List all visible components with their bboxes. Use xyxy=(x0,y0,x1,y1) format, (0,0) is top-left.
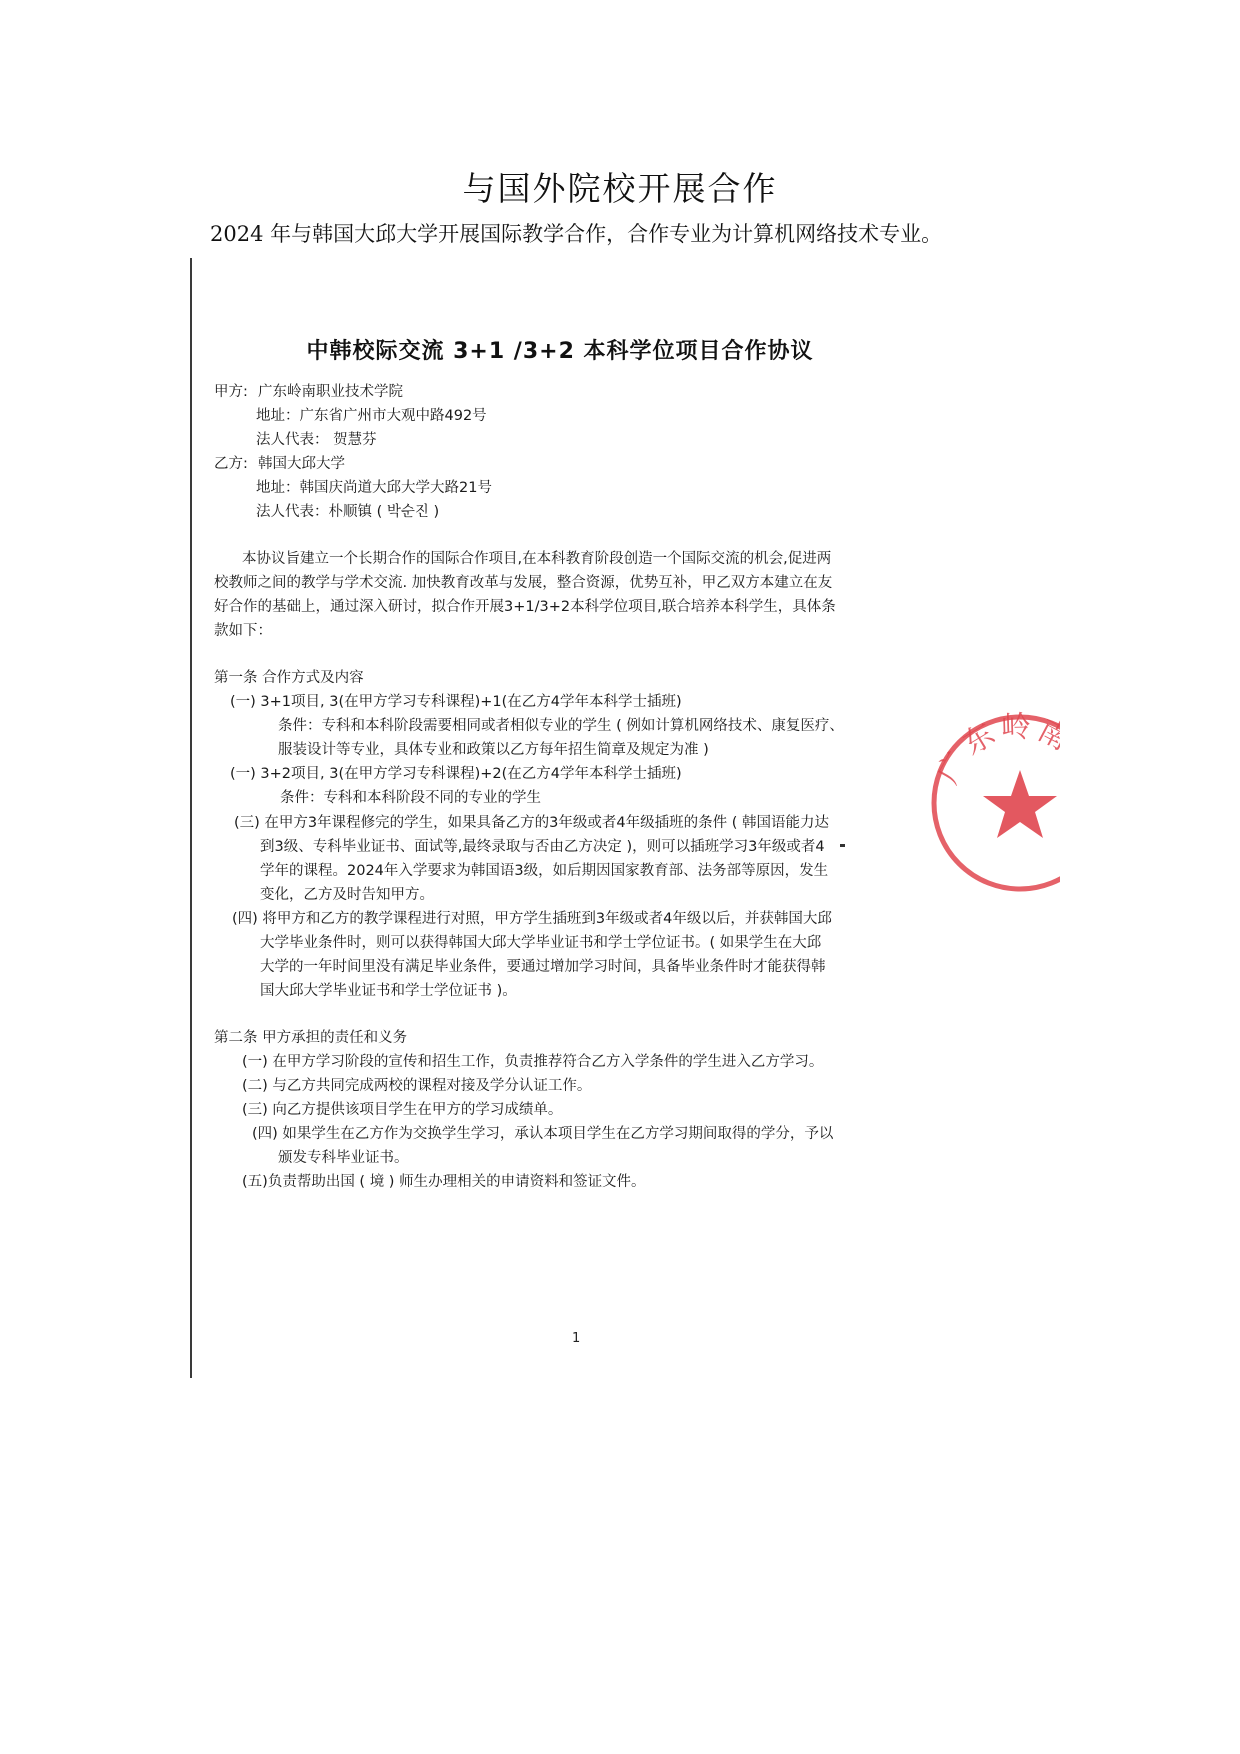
party-b-representative: 法人代表：朴顺镇 ( 박순진 ) xyxy=(256,504,440,520)
party-a-address: 地址：广东省广州市大观中路492号 xyxy=(256,408,487,424)
article-1-item: 变化，乙方及时告知甲方。 xyxy=(260,887,434,903)
official-seal-icon xyxy=(925,708,1114,898)
article-1-item: (一) 3+2项目, 3(在甲方学习专科课程)+2(在乙方4学年本科学士插班) xyxy=(230,766,682,782)
article-1-item: (一) 3+1项目, 3(在甲方学习专科课程)+1(在乙方4学年本科学士插班) xyxy=(230,694,682,710)
party-b-address: 地址：韩国庆尚道大邱大学大路21号 xyxy=(256,480,492,496)
party-a-name: 广东岭南职业技术学院 xyxy=(258,384,403,400)
article-1-item: 学年的课程。2024年入学要求为韩国语3级，如后期因国家教育部、法务部等原因，发生 xyxy=(260,863,829,879)
intro-text: 2024 年与韩国大邱大学开展国际教学合作，合作专业为计算机网络技术专业。 xyxy=(210,222,943,246)
preamble-line: 本协议旨建立一个长期合作的国际合作项目,在本科教育阶段创造一个国际交流的机会,促进两 xyxy=(242,551,832,567)
article-1-heading: 第一条 合作方式及内容 xyxy=(214,670,364,686)
seal-lettering: 广东岭南职业技 xyxy=(930,709,1114,860)
preamble-line: 款如下： xyxy=(214,623,272,639)
agreement-title: 中韩校际交流 3+1 /3+2 本科学位项目合作协议 xyxy=(306,339,814,364)
article-2-item: (五)负责帮助出国 ( 境 ) 师生办理相关的申请资料和签证文件。 xyxy=(242,1174,646,1190)
article-1-item: (四) 将甲方和乙方的教学课程进行对照，甲方学生插班到3年级或者4年级以后，并获韩国大邱 xyxy=(232,911,832,927)
article-1-item: 大学毕业条件时，则可以获得韩国大邱大学毕业证书和学士学位证书。( 如果学生在大邱 xyxy=(260,935,822,951)
party-a-label: 甲方: xyxy=(214,384,248,400)
article-2-item: (三) 向乙方提供该项目学生在甲方的学习成绩单。 xyxy=(242,1102,563,1118)
scanned-agreement xyxy=(190,258,1114,1378)
article-1-item: 条件：专科和本科阶段需要相同或者相似专业的学生 ( 例如计算机网络技术、康复医疗、 xyxy=(278,718,844,734)
article-1-item: 大学的一年时间里没有满足毕业条件，要通过增加学习时间，具备毕业条件时才能获得韩 xyxy=(260,959,826,975)
article-1-item: 国大邱大学毕业证书和学士学位证书 )。 xyxy=(260,983,517,999)
article-1-item: 条件：专科和本科阶段不同的专业的学生 xyxy=(280,790,541,806)
page-number: 1 xyxy=(572,1331,581,1346)
party-a-representative: 法人代表： 贺慧芬 xyxy=(256,432,377,448)
preamble-line: 校教师之间的教学与学术交流. 加快教育改革与发展，整合资源，优势互补，甲乙双方本建立在友 xyxy=(214,575,833,591)
article-1-item: (三) 在甲方3年课程修完的学生，如果具备乙方的3年级或者4年级插班的条件 ( 韩国语能力达 xyxy=(234,815,829,831)
article-2-item: (四) 如果学生在乙方作为交换学生学习，承认本项目学生在乙方学习期间取得的学分，予以 xyxy=(252,1126,834,1142)
article-2-item: (一) 在甲方学习阶段的宣传和招生工作，负责推荐符合乙方入学条件的学生进入乙方学习。 xyxy=(242,1054,824,1070)
article-1-item: 到3级、专科毕业证书、面试等,最终录取与否由乙方决定 )，则可以插班学习3年级或者4 xyxy=(260,839,825,855)
scan-speck xyxy=(840,844,845,847)
article-2-item: 颁发专科毕业证书。 xyxy=(278,1150,409,1166)
party-b-label: 乙方: xyxy=(214,456,248,472)
article-1-item: 服装设计等专业，具体专业和政策以乙方每年招生简章及规定为准 ) xyxy=(278,742,709,758)
party-b-name: 韩国大邱大学 xyxy=(258,456,345,472)
preamble-line: 好合作的基础上，通过深入研讨，拟合作开展3+1/3+2本科学位项目,联合培养本科学生，具体条 xyxy=(214,599,836,615)
svg-text:广东岭南职业技 xyxy=(930,709,1114,860)
article-2-item: (二) 与乙方共同完成两校的课程对接及学分认证工作。 xyxy=(242,1078,592,1094)
article-2-heading: 第二条 甲方承担的责任和义务 xyxy=(214,1030,408,1046)
page-title: 与国外院校开展合作 xyxy=(462,169,778,208)
